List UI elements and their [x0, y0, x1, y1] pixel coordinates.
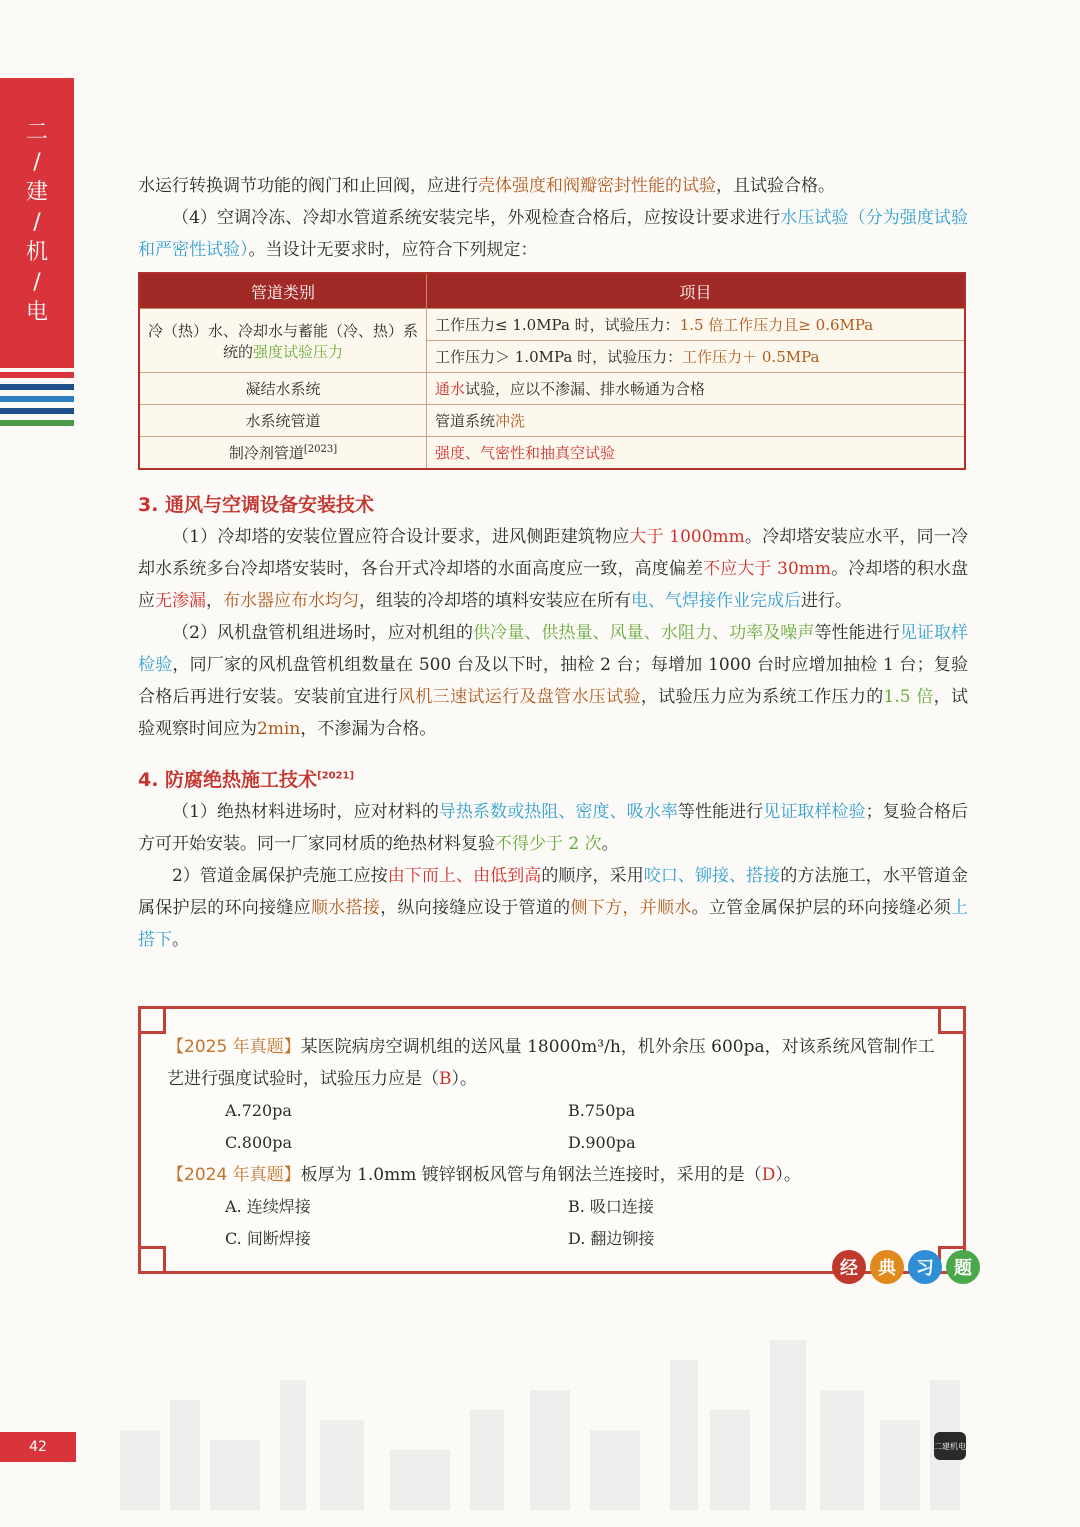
- table-cell: 水系统管道: [139, 405, 427, 437]
- table-cell: 凝结水系统: [139, 373, 427, 405]
- option: D.900pa: [568, 1133, 636, 1152]
- option: D. 翻边铆接: [568, 1229, 655, 1248]
- main-content: [138, 170, 968, 956]
- frame-corner: [138, 1246, 166, 1274]
- table-cell: 冷（热）水、冷却水与蓄能（冷、热）系统的强度试验压力: [139, 309, 427, 373]
- question-2025: 【2025 年真题】某医院病房空调机组的送风量 18000m³/h，机外余压 600pa，对该系统风管制作工艺进行强度试验时，试验压力应是（B）。: [167, 1037, 935, 1089]
- option: A.720pa: [225, 1101, 292, 1120]
- section-4-title: 4. 防腐绝热施工技术[2021]: [138, 769, 355, 791]
- question-2024-options: [167, 1191, 937, 1223]
- section-4-para-1: （1）绝热材料进场时，应对材料的导热系数或热阻、密度、吸水率等性能进行见证取样检验；复验合格后方可开始安装。同一厂家同材质的绝热材料复验不得少于 2 次。: [138, 802, 969, 854]
- table-cell: 工作压力≤ 1.0MPa 时，试验压力：1.5 倍工作压力且≥ 0.6MPa: [427, 309, 966, 341]
- table-header-category: 管道类别: [139, 273, 427, 309]
- intro-line: 水运行转换调节功能的阀门和止回阀，应进行壳体强度和阀瓣密封性能的试验，且试验合格。: [138, 176, 835, 196]
- section-3-title: 3. 通风与空调设备安装技术: [138, 494, 375, 516]
- frame-corner: [938, 1006, 966, 1034]
- option: C.800pa: [225, 1133, 293, 1152]
- badge-char: 典: [870, 1250, 904, 1284]
- table-cell: 制冷剂管道[2023]: [139, 437, 427, 470]
- table-row: [139, 437, 965, 470]
- section-3-para-2: （2）风机盘管机组进场时，应对机组的供冷量、供热量、风量、水阻力、功率及噪声等性能进行见证取样检验，同厂家的风机盘管机组数量在 500 台及以下时，抽检 2 台；每增加 1000 台时应增加抽检 1 台；复验合格后再进行安装。安装前宜进行风机三速试运行及盘管水压试验，试验压力应为系统工作压力的1.5 倍，试验观察时间应为2min，不渗漏为合格。: [138, 623, 969, 739]
- table-cell: 强度、气密性和抽真空试验: [427, 437, 966, 470]
- table-row: [139, 309, 965, 341]
- brand-logo: 二建机电: [934, 1432, 966, 1460]
- classic-exercises-badge: [832, 1250, 980, 1284]
- table-cell: 工作压力＞ 1.0MPa 时，试验压力：工作压力＋ 0.5MPa: [427, 341, 966, 373]
- pressure-test-table: [138, 272, 966, 470]
- table-cell: 管道系统冲洗: [427, 405, 966, 437]
- option: A. 连续焊接: [225, 1197, 311, 1216]
- table-row: [139, 373, 965, 405]
- section-4-para-2: 2）管道金属保护壳施工应按由下而上、由低到高的顺序，采用咬口、铆接、搭接的方法施工，水平管道金属保护层的环向接缝应顺水搭接，纵向接缝应设于管道的侧下方，并顺水。立管金属保护层的环向接缝必须上搭下。: [138, 866, 969, 950]
- skyline-decoration: [110, 1320, 980, 1510]
- question-2025-options: [167, 1095, 937, 1127]
- frame-corner: [138, 1006, 166, 1034]
- question-2025-options: [167, 1127, 937, 1159]
- paragraph-4: （4）空调冷冻、冷却水管道系统安装完毕，外观检查合格后，应按设计要求进行水压试验（分为强度试验和严密性试验）。当设计无要求时，应符合下列规定：: [138, 208, 968, 260]
- badge-char: 经: [832, 1250, 866, 1284]
- question-2024: 【2024 年真题】板厚为 1.0mm 镀锌钢板风管与角钢法兰连接时，采用的是（D）。: [167, 1165, 801, 1185]
- table-row: [139, 405, 965, 437]
- chapter-label: 二 / 建 / 机 / 电: [25, 120, 48, 325]
- option: B.750pa: [568, 1101, 636, 1120]
- table-cell: 通水试验，应以不渗漏、排水畅通为合格: [427, 373, 966, 405]
- option: B. 吸口连接: [568, 1197, 654, 1216]
- chapter-side-tab: [0, 78, 74, 368]
- exercise-box: [138, 1006, 966, 1274]
- decorative-stripes: [0, 372, 74, 432]
- table-header-item: 项目: [427, 273, 966, 309]
- page-number: 42: [0, 1432, 76, 1462]
- badge-char: 习: [908, 1250, 942, 1284]
- section-3-para-1: （1）冷却塔的安装位置应符合设计要求，进风侧距建筑物应大于 1000mm。冷却塔安装应水平，同一冷却水系统多台冷却塔安装时，各台开式冷却塔的水面高度应一致，高度偏差不应大于 30mm。冷却塔的积水盘应无渗漏，布水器应布水均匀，组装的冷却塔的填料安装应在所有电、气焊接作业完成后进行。: [138, 527, 969, 611]
- badge-char: 题: [946, 1250, 980, 1284]
- option: C. 间断焊接: [225, 1229, 311, 1248]
- question-2024-options: [167, 1223, 937, 1255]
